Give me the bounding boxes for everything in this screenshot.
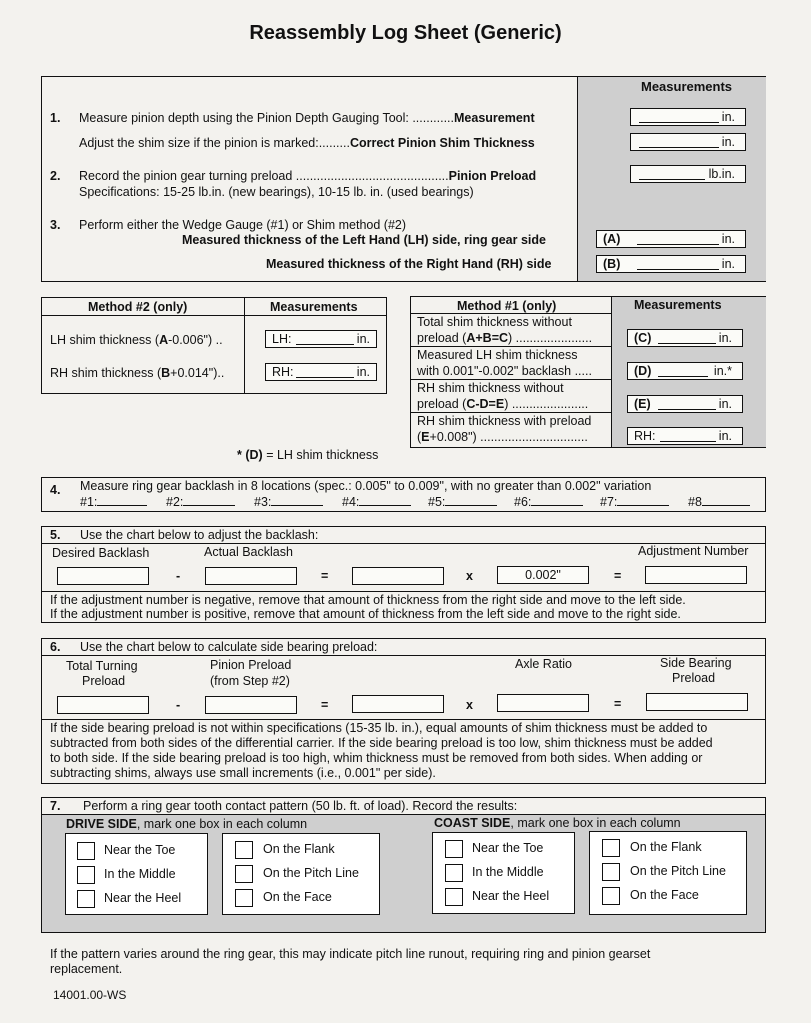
equals-operator: =: [321, 569, 329, 583]
total-turning-label-2: Preload: [82, 674, 126, 688]
side-bearing-label-2: Preload: [672, 671, 716, 685]
method-2-rh-text: RH shim thickness (B+0.014")..: [50, 366, 225, 380]
method-1-row-c-a: Total shim thickness without: [417, 315, 572, 329]
step-6-note-4: subtracting shims, always use small increments (i.e., 0.001" per side).: [50, 766, 436, 780]
backlash-loc-5[interactable]: #5:: [428, 495, 497, 509]
method-1-d-field[interactable]: (D) in.*: [627, 362, 743, 380]
pinion-preload-label-1: Pinion Preload: [210, 658, 292, 672]
method-1-row-c-b: preload (A+B=C) ......................: [417, 331, 593, 345]
step-1-text: Measure pinion depth using the Pinion Depth Gauging Tool: ............Measurement: [79, 111, 535, 125]
step-6-text: Use the chart below to calculate side bearing preload:: [80, 640, 378, 654]
rh-thickness-field[interactable]: (B) in.: [596, 255, 746, 273]
coast-flank-checkbox[interactable]: [602, 839, 620, 857]
pinion-preload-field[interactable]: lb.in.: [630, 165, 746, 183]
drive-flank-label: On the Flank: [263, 842, 335, 856]
step-2-number: 2.: [50, 169, 61, 183]
pinion-preload-input[interactable]: [205, 696, 297, 714]
actual-backlash-input[interactable]: [205, 567, 297, 585]
method-2-header: Method #2 (only): [88, 300, 188, 314]
drive-face-checkbox[interactable]: [235, 889, 253, 907]
actual-backlash-label: Actual Backlash: [204, 545, 293, 559]
coast-pitch-line-label: On the Pitch Line: [630, 864, 726, 878]
equals-operator-6: =: [321, 698, 329, 712]
desired-backlash-input[interactable]: [57, 567, 149, 585]
drive-middle-checkbox[interactable]: [77, 866, 95, 884]
method-2-rh-field[interactable]: RH: in.: [265, 363, 377, 381]
page-title: Reassembly Log Sheet (Generic): [249, 22, 562, 44]
coast-near-heel-label: Near the Heel: [472, 889, 550, 903]
pinion-preload-label-2: (from Step #2): [210, 674, 290, 688]
method-1-meas-header: Measurements: [634, 298, 722, 312]
drive-near-toe-label: Near the Toe: [104, 843, 176, 857]
preload-difference-input[interactable]: [352, 695, 444, 713]
step-3-text: Perform either the Wedge Gauge (#1) or Shim method (#2): [79, 218, 407, 232]
backlash-loc-4[interactable]: #4:: [342, 495, 411, 509]
coast-middle-checkbox[interactable]: [445, 864, 463, 882]
step-3-rh-text: Measured thickness of the Right Hand (RH) side: [266, 257, 552, 271]
step-5-number: 5.: [50, 528, 61, 542]
coast-flank-label: On the Flank: [630, 840, 702, 854]
form-code: 14001.00-WS: [53, 988, 127, 1002]
backlash-factor-box: 0.002": [497, 566, 589, 584]
step-4-number: 4.: [50, 483, 61, 497]
coast-near-toe-label: Near the Toe: [472, 841, 544, 855]
coast-pitch-line-checkbox[interactable]: [602, 863, 620, 881]
total-turning-input[interactable]: [57, 696, 149, 714]
side-bearing-input[interactable]: [646, 693, 748, 711]
step-5-text: Use the chart below to adjust the backlash:: [80, 528, 319, 542]
equals-operator-2: =: [614, 569, 622, 583]
drive-flank-checkbox[interactable]: [235, 841, 253, 859]
method-1-row-d-a: Measured LH shim thickness: [417, 348, 578, 362]
drive-near-heel-label: Near the Heel: [104, 891, 182, 905]
coast-face-label: On the Face: [630, 888, 699, 902]
drive-side-label: DRIVE SIDE, mark one box in each column: [66, 817, 308, 831]
method-2-meas-header: Measurements: [270, 300, 358, 314]
lh-thickness-field[interactable]: (A) in.: [596, 230, 746, 248]
measurements-header: Measurements: [641, 79, 733, 94]
minus-operator-6: -: [176, 698, 181, 712]
adjustment-number-label: Adjustment Number: [638, 544, 749, 558]
footer-note-2: replacement.: [50, 962, 123, 976]
backlash-loc-2[interactable]: #2:: [166, 495, 235, 509]
equals-operator-6b: =: [614, 697, 622, 711]
coast-side-label: COAST SIDE, mark one box in each column: [434, 816, 681, 830]
step-6-note-3: to both side. If the side bearing preload is too high, whim thickness must be removed from both sides. When adding or: [50, 751, 703, 765]
footer-note-1: If the pattern varies around the ring gear, this may indicate pitch line runout, requiring ring and pinion gearset: [50, 947, 651, 961]
backlash-loc-8[interactable]: #8: [688, 495, 750, 509]
backlash-loc-6[interactable]: #6:: [514, 495, 583, 509]
method-1-c-field[interactable]: (C) in.: [627, 329, 743, 347]
step-1-shim-text: Adjust the shim size if the pinion is marked:.........Correct Pinion Shim Thickness: [79, 136, 535, 150]
method-1-row-rh-a: RH shim thickness with preload: [417, 414, 592, 428]
method-1-row-e-b: preload (C-D=E) ......................: [417, 397, 589, 411]
method-2-note: * (D) = LH shim thickness: [237, 448, 379, 462]
minus-operator: -: [176, 569, 181, 583]
coast-middle-label: In the Middle: [472, 865, 544, 879]
method-1-row-rh-b: (E+0.008") ...............................: [417, 430, 588, 444]
drive-face-label: On the Face: [263, 890, 332, 904]
method-2-lh-text: LH shim thickness (A-0.006") ..: [50, 333, 223, 347]
times-operator-6: x: [466, 698, 473, 712]
backlash-difference-input[interactable]: [352, 567, 444, 585]
step-6-note-1: If the side bearing preload is not within specifications (15-35 lb. in.), equal amounts of shim thickness must be added to: [50, 721, 708, 735]
adjustment-number-input[interactable]: [645, 566, 747, 584]
method-1-row-d-b: with 0.001"-0.002" backlash .....: [417, 364, 592, 378]
backlash-loc-3[interactable]: #3:: [254, 495, 323, 509]
step-3-number: 3.: [50, 218, 61, 232]
step-4-text: Measure ring gear backlash in 8 locations (spec.: 0.005" to 0.009", with no greater than 0.002" variation: [80, 479, 652, 493]
method-1-row-e-a: RH shim thickness without: [417, 381, 564, 395]
step-6-number: 6.: [50, 640, 61, 654]
drive-near-heel-checkbox[interactable]: [77, 890, 95, 908]
step-7-number: 7.: [50, 799, 61, 813]
coast-face-checkbox[interactable]: [602, 887, 620, 905]
total-turning-label-1: Total Turning: [66, 659, 138, 673]
step-5-note-1: If the adjustment number is negative, remove that amount of thickness from the right side and move to the left side.: [50, 593, 686, 607]
axle-ratio-label: Axle Ratio: [515, 657, 572, 671]
method-1-e-field[interactable]: (E) in.: [627, 395, 743, 413]
drive-pitch-line-label: On the Pitch Line: [263, 866, 359, 880]
step-5-note-2: If the adjustment number is positive, remove that amount of thickness from the left side and move to the right side.: [50, 607, 681, 621]
desired-backlash-label: Desired Backlash: [52, 546, 150, 560]
coast-near-toe-checkbox[interactable]: [445, 840, 463, 858]
axle-ratio-input[interactable]: [497, 694, 589, 712]
drive-middle-label: In the Middle: [104, 867, 176, 881]
step-6-note-2: subtracted from both sides of the differential carrier. If the side bearing preload is too low, shim thickness must be added: [50, 736, 713, 750]
step-1-number: 1.: [50, 111, 61, 125]
step-7-text: Perform a ring gear tooth contact pattern (50 lb. ft. of load). Record the results:: [83, 799, 518, 813]
drive-pitch-line-checkbox[interactable]: [235, 865, 253, 883]
pinion-depth-field[interactable]: in.: [630, 108, 746, 126]
backlash-loc-1[interactable]: #1:: [80, 495, 147, 509]
step-3-lh-text: Measured thickness of the Left Hand (LH) side, ring gear side: [182, 233, 546, 247]
side-bearing-label-1: Side Bearing: [660, 656, 732, 670]
pinion-shim-field[interactable]: in.: [630, 133, 746, 151]
step-2-spec: Specifications: 15-25 lb.in. (new bearings), 10-15 lb. in. (used bearings): [79, 185, 474, 199]
step-2-text: Record the pinion gear turning preload ............................................Pinion Preload: [79, 169, 537, 183]
backlash-loc-7[interactable]: #7:: [600, 495, 669, 509]
times-operator: x: [466, 569, 473, 583]
method-1-header: Method #1 (only): [457, 299, 557, 313]
method-2-lh-field[interactable]: LH: in.: [265, 330, 377, 348]
coast-near-heel-checkbox[interactable]: [445, 888, 463, 906]
drive-near-toe-checkbox[interactable]: [77, 842, 95, 860]
method-1-rh-field[interactable]: RH: in.: [627, 427, 743, 445]
